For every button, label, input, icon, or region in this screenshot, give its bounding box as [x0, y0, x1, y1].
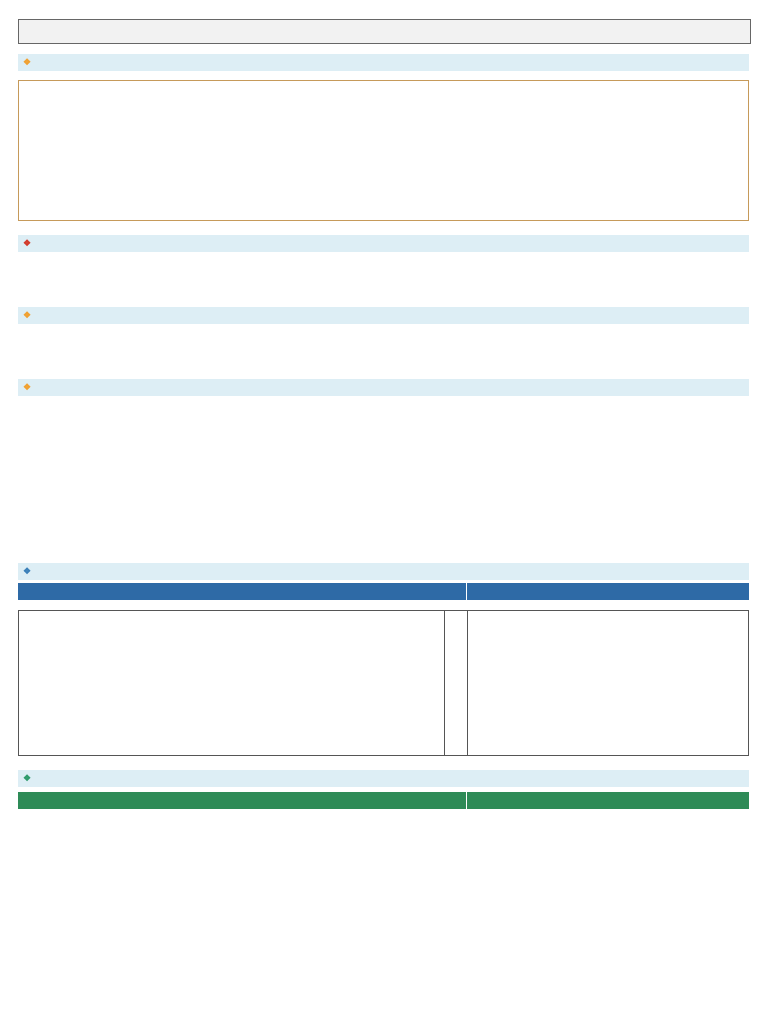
diamond-icon: ❖ [23, 382, 32, 392]
base-table [18, 610, 749, 756]
section-competences-base [18, 563, 749, 580]
section-appellations [18, 54, 749, 71]
diamond-icon: ❖ [23, 566, 32, 576]
base-header-savoir-faire [18, 583, 466, 600]
appellations-box [18, 80, 749, 221]
base-header-savoirs [467, 583, 749, 600]
title-bar [18, 19, 751, 44]
divider [467, 611, 468, 755]
divider [444, 611, 445, 755]
section-competences-specifiques [18, 770, 749, 787]
section-conditions [18, 379, 749, 396]
spec-header-savoirs [467, 792, 749, 809]
section-acces [18, 307, 749, 324]
diamond-icon: ❖ [23, 238, 32, 248]
diamond-icon: ❖ [23, 773, 32, 783]
diamond-icon: ❖ [23, 57, 32, 67]
spec-header-savoir-faire [18, 792, 466, 809]
diamond-icon: ❖ [23, 310, 32, 320]
section-definition [18, 235, 749, 252]
